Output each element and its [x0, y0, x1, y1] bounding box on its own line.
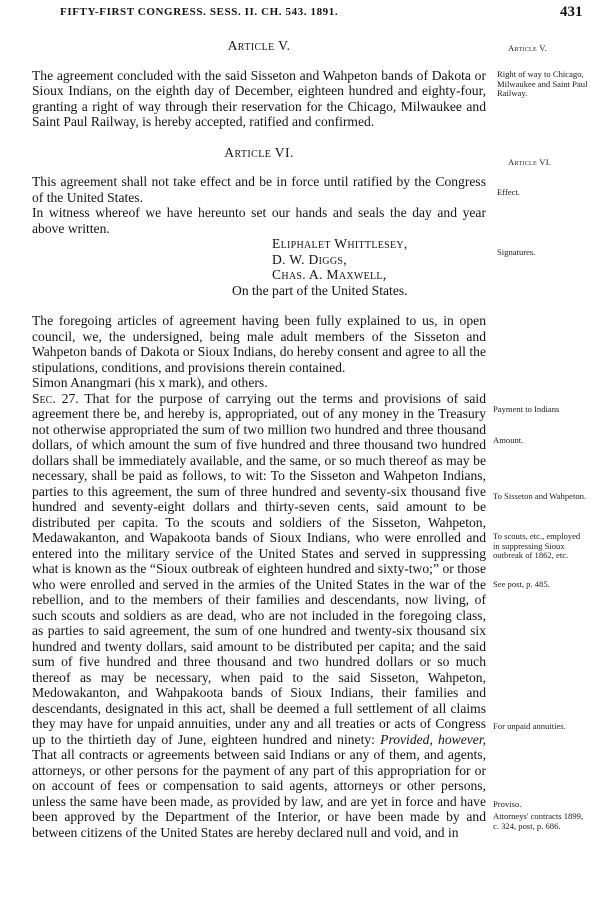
foregoing-paragraph: The foregoing articles of agreement having been fully explained to us, in open council, we, the undersigned, being male adult members of the Sisseton and Wahpeton bands of Dakota or Sioux Indians, do hereby consent and agree to all the stipulations, conditions, and provisions therein contained.: [32, 313, 486, 375]
margin-note: Attorneys' contracts 1899, c. 324, post, p. 686.: [493, 811, 584, 831]
section-text-1: That for the purpose of carrying out the terms and provisions of said agreement there be, and hereby is, appropriated, out of any money in the Treasury not otherwise appropriated the sum of two million two hundred and three thousand dollars, of which amount the sum of five hundred and three thousand two hundred dollars shall be immediately available, and the same, or so much thereof as may be necessary, shall be paid as follows, to wit: To the Sisseton and Wahpeton Indians, parties to this agreement, the sum of three hundred and seventy-six thousand five hundred and seventy-eight dollars and thirty-seven cents, said amount to be distributed per capita. To the scouts and soldiers of the Sisseton, Wahpeton, Medawakanton, and Wapakoota bands of Sioux Indians, who were enrolled and entered into the military service of the United States and served in suppressing what is known as the “Sioux outbreak of eighteen hundred and sixty-two;” or those who were enrolled and served in the armies of the United States in the war of the rebellion, and to the members of their families and descendants, now living, of such scouts and soldiers as are dead, who are not included in the foregoing class, as parties to said agreement, the sum of one hundred and twenty-six thousand six hundred and twenty dollars, said amount to be distributed per capita; and the said sum of five hundred and three thousand and two hundred dollars or so much thereof as may be necessary, when paid to the said Sisseton, Wahpeton, Medowakanton, and Wahpakoota bands of Sioux Indians, their families and descendants, designated in this act, shall be deemed a full settlement of all claims they may have for unpaid annuities, under any and all treaties or acts of Congress up to the thirtieth day of June, eighteen hundred and ninety:: [32, 390, 486, 747]
margin-note: Effect.: [497, 187, 520, 197]
margin-note: Article VI.: [508, 157, 552, 167]
article-5-paragraph: The agreement concluded with the said Sisseton and Wahpeton bands of Dakota or Sioux Indians, on the eighth day of December, eighteen hundred and eighty-four, granting a right of way through their reservation for the Chicago, Milwaukee and Saint Paul Railway, is hereby accepted, ratified and confirmed.: [32, 67, 486, 129]
simon-paragraph: Simon Anangmari (his x mark), and others.: [32, 375, 268, 390]
margin-note: Proviso.: [493, 799, 522, 809]
running-head: FIFTY-FIRST CONGRESS. SESS. II. CH. 543. 1891.: [60, 6, 339, 18]
article-6-paragraph: This agreement shall not take effect and be in force until ratified by the Congress of the United States.: [32, 174, 486, 205]
article-5-title: Article V.: [227, 38, 291, 53]
article-6-title: Article VI.: [224, 144, 294, 160]
witness-paragraph: In witness whereof we have hereunto set our hands and seals the day and year above written.: [32, 205, 486, 236]
proviso-italic: Provided, however,: [380, 731, 486, 747]
page-number: 431: [560, 4, 583, 20]
signature-line: Eliphalet Whittlesey,: [272, 236, 408, 251]
section-label: Sec. 27.: [32, 390, 79, 406]
margin-note: See post, p. 485.: [493, 579, 550, 589]
margin-note: Article V.: [508, 43, 548, 53]
margin-note: Payment to Indians: [493, 404, 560, 414]
section-text-2: That all contracts or agreements between said Indians or any of them, and agents, attorneys, or other persons for the payment of any part of this appropriation for or on account of fees or compensation to said agents, attorneys or other persons, unless the same have been made, as provided by law, and are yet in force and have been approved by the Department of the Interior, or have been made by and between citizens of the United States are hereby declared null and void, and in: [32, 747, 486, 840]
margin-note: Signatures.: [497, 247, 536, 257]
signature-line: D. W. Diggs,: [272, 251, 347, 267]
margin-note: To Sisseton and Wahpeton.: [493, 491, 587, 501]
margin-note: For unpaid annuities.: [493, 721, 566, 731]
signature-line: Chas. A. Maxwell,: [272, 267, 387, 282]
margin-note: Right of way to Chicago, Milwaukee and Saint Paul Railway.: [497, 69, 588, 98]
margin-note: Amount.: [493, 435, 524, 445]
margin-note: To scouts, etc., employed in suppressing Sioux outbreak of 1862, etc.: [493, 531, 581, 560]
on-part-line: On the part of the United States.: [232, 282, 408, 298]
